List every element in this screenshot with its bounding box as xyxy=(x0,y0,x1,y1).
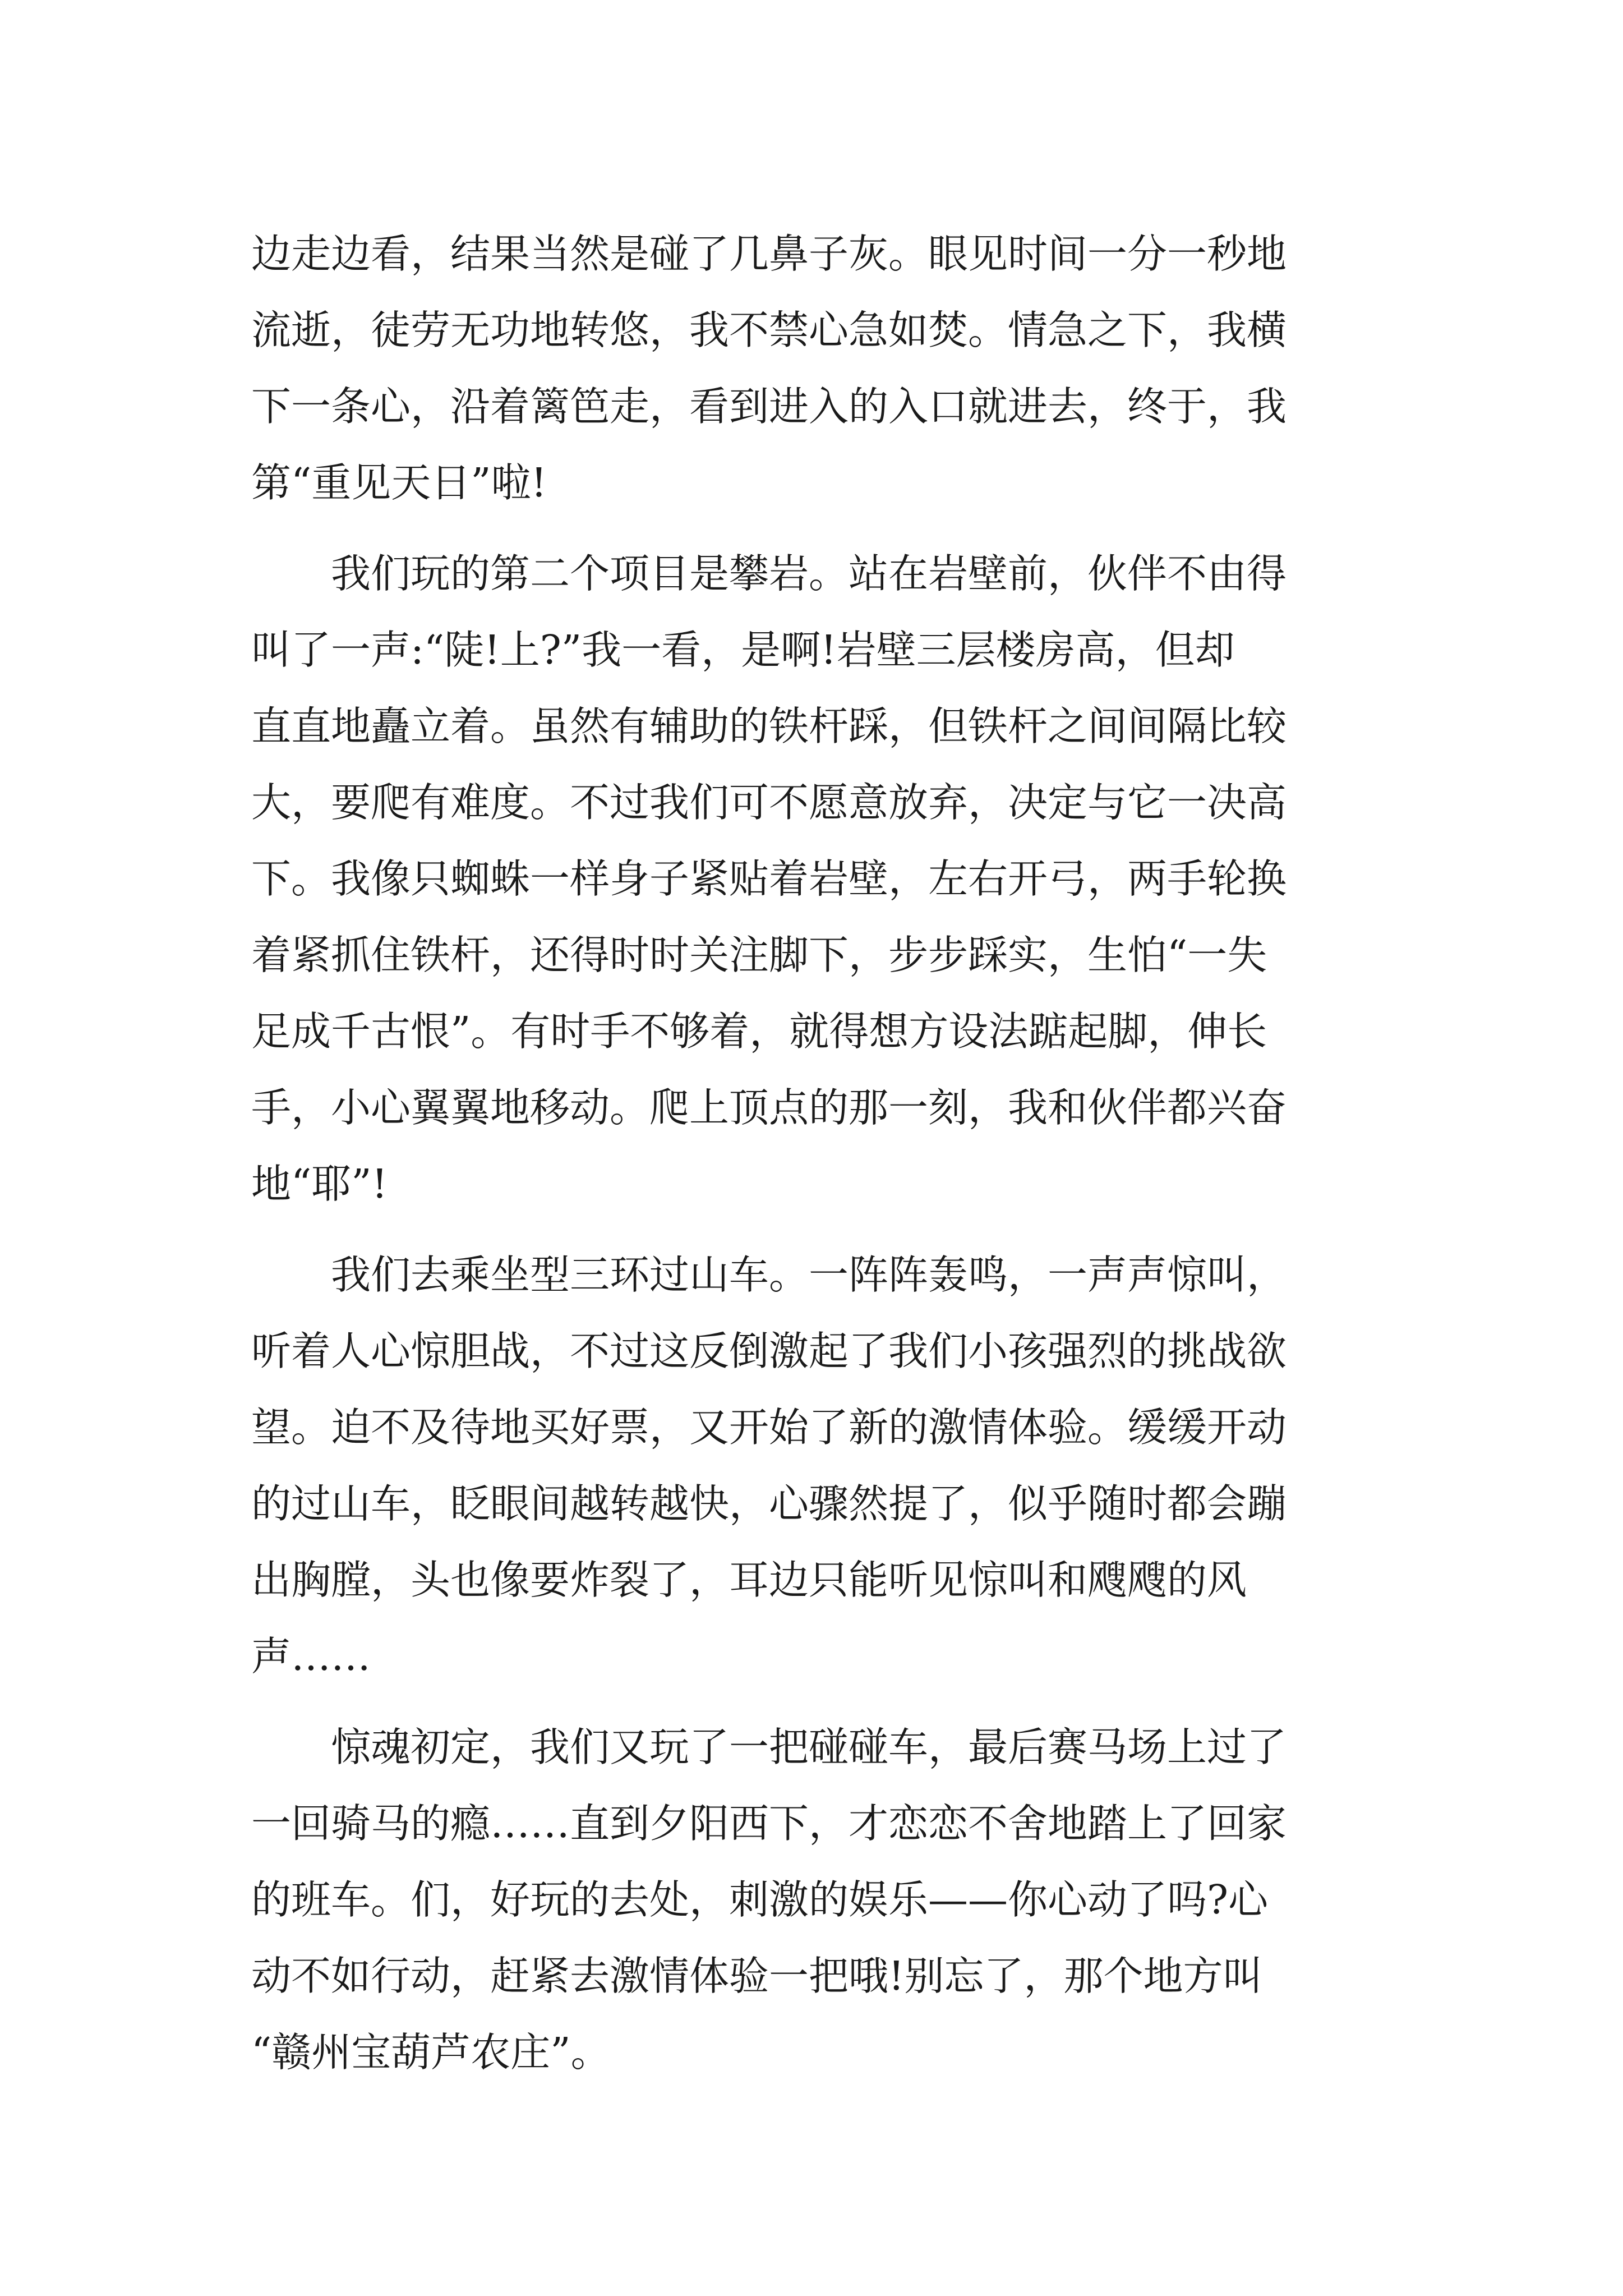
paragraph xyxy=(251,1709,1390,2091)
text-line: 惊魂初定，我们又玩了一把碰碰车，最后赛马场上过了 xyxy=(331,1724,1287,1770)
text-line: 第“重见天日”啦! xyxy=(251,459,547,506)
text-line: 下。我像只蜘蛛一样身子紧贴着岩壁，左右开弓，两手轮换 xyxy=(251,855,1287,902)
text-line: 地“耶”! xyxy=(251,1161,388,1207)
text-line: 边走边看，结果当然是碰了几鼻子灰。眼见时间一分一秒地 xyxy=(251,231,1287,277)
text-line: 下一条心，沿着篱笆走，看到进入的入口就进去，终于，我 xyxy=(251,383,1287,430)
paragraph xyxy=(251,1237,1390,1695)
text-line: 望。迫不及待地买好票，又开始了新的激情体验。缓缓开动 xyxy=(251,1404,1287,1451)
text-line: “赣州宝葫芦农庄”。 xyxy=(251,2029,611,2076)
text-line: 出胸膛，头也像要炸裂了，耳边只能听见惊叫和飕飕的风 xyxy=(251,1557,1247,1603)
text-line: 手，小心翼翼地移动。爬上顶点的那一刻，我和伙伴都兴奋 xyxy=(251,1084,1287,1131)
text-line: 直直地矗立着。虽然有辅助的铁杆踩，但铁杆之间间隔比较 xyxy=(251,703,1287,749)
paragraph xyxy=(251,536,1390,1222)
text-line: 的过山车，眨眼间越转越快，心骤然提了，似乎随时都会蹦 xyxy=(251,1480,1287,1527)
text-line: 声…… xyxy=(251,1633,371,1680)
text-line: 叫了一声:“陡!上?”我一看，是啊!岩壁三层楼房高，但却 xyxy=(251,627,1235,673)
text-line: 听着人心惊胆战，不过这反倒激起了我们小孩强烈的挑战欲 xyxy=(251,1328,1287,1374)
text-line: 动不如行动，赶紧去激情体验一把哦!别忘了，那个地方叫 xyxy=(251,1953,1263,1999)
paragraph xyxy=(251,216,1390,521)
text-line: 流逝，徒劳无功地转悠，我不禁心急如焚。情急之下，我横 xyxy=(251,307,1287,353)
text-line: 大，要爬有难度。不过我们可不愿意放弃，决定与它一决高 xyxy=(251,779,1287,826)
document-body xyxy=(251,216,1390,2091)
text-line: 一回骑马的瘾……直到夕阳西下，才恋恋不舍地踏上了回家 xyxy=(251,1800,1287,1847)
text-line: 我们去乘坐型三环过山车。一阵阵轰鸣，一声声惊叫， xyxy=(331,1251,1287,1298)
text-line: 着紧抓住铁杆，还得时时关注脚下，步步踩实，生怕“一失 xyxy=(251,932,1267,978)
text-line: 足成千古恨”。有时手不够着，就得想方设法踮起脚，伸长 xyxy=(251,1008,1267,1055)
text-line: 的班车。们，好玩的去处，刺激的娱乐——你心动了吗?心 xyxy=(251,1876,1269,1923)
text-line: 我们玩的第二个项目是攀岩。站在岩壁前，伙伴不由得 xyxy=(331,550,1287,597)
